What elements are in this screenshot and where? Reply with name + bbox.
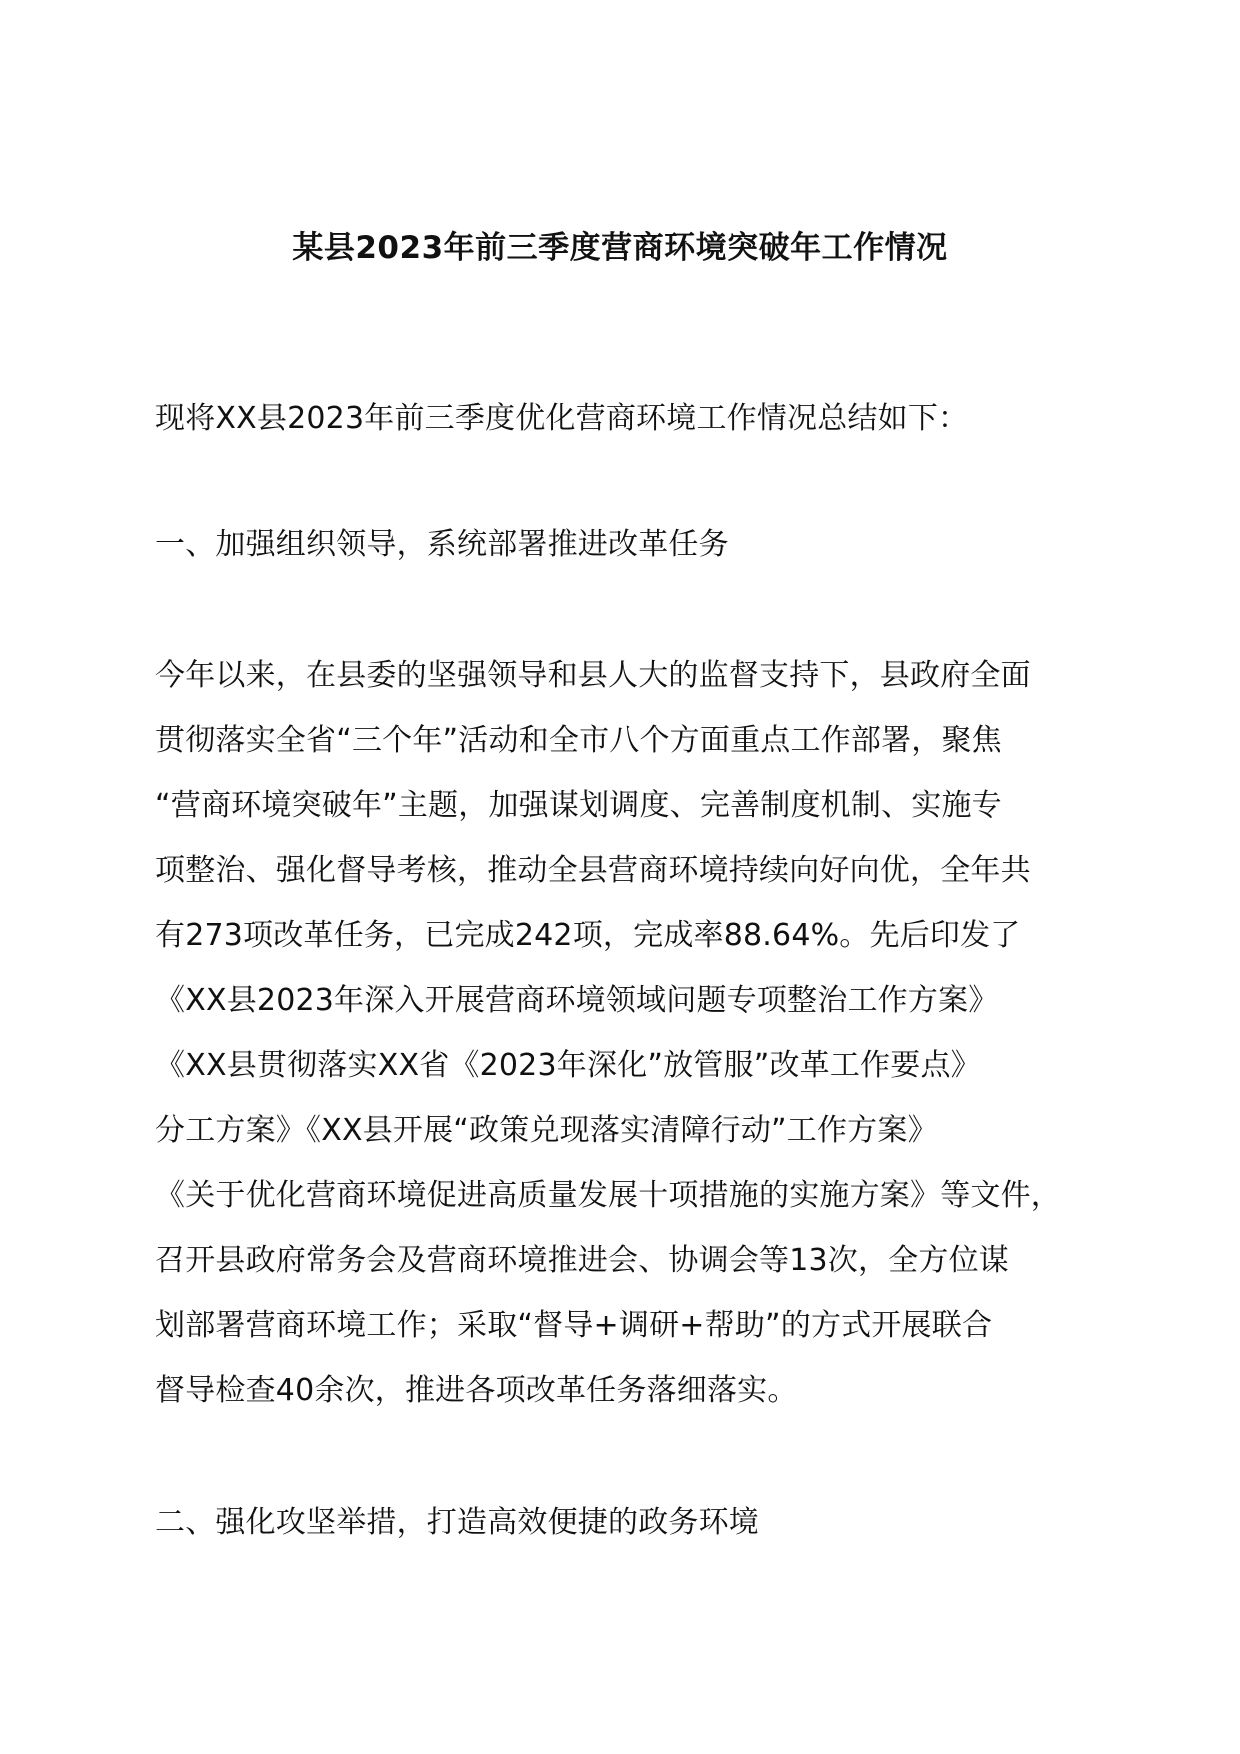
- paragraph-line: 《XX县2023年深入开展营商环境领域问题专项整治工作方案》: [155, 983, 999, 1018]
- paragraph-line: 贯彻落实全省“三个年”活动和全市八个方面重点工作部署，聚焦: [155, 723, 1002, 758]
- intro-paragraph: 现将XX县2023年前三季度优化营商环境工作情况总结如下：: [155, 401, 969, 436]
- section-2-heading: 二、强化攻坚举措，打造高效便捷的政务环境: [155, 1505, 759, 1540]
- paragraph-line: 有273项改革任务，已完成242项，完成率88.64%。先后印发了: [155, 918, 1021, 953]
- document-title: 某县2023年前三季度营商环境突破年工作情况: [292, 230, 948, 266]
- section-1-heading: 一、加强组织领导，系统部署推进改革任务: [155, 527, 729, 562]
- paragraph-line: 项整治、强化督导考核，推动全县营商环境持续向好向优，全年共: [155, 853, 1031, 888]
- paragraph-line: 划部署营商环境工作；采取“督导+调研+帮助”的方式开展联合: [155, 1308, 993, 1343]
- paragraph-line: “营商环境突破年”主题，加强谋划调度、完善制度机制、实施专: [155, 788, 1002, 823]
- paragraph-line: 分工方案》《XX县开展“政策兑现落实清障行动”工作方案》: [155, 1113, 938, 1148]
- paragraph-line: 《XX县贯彻落实XX省《2023年深化”放管服”改革工作要点》: [155, 1048, 981, 1083]
- paragraph-line: 召开县政府常务会及营商环境推进会、协调会等13次，全方位谋: [155, 1243, 1009, 1278]
- section-1-paragraph: [155, 643, 1100, 1423]
- paragraph-line: 今年以来，在县委的坚强领导和县人大的监督支持下，县政府全面: [155, 658, 1031, 693]
- paragraph-line: 《关于优化营商环境促进高质量发展十项措施的实施方案》等文件，: [155, 1178, 1061, 1213]
- paragraph-line: 督导检查40余次，推进各项改革任务落细落实。: [155, 1373, 798, 1408]
